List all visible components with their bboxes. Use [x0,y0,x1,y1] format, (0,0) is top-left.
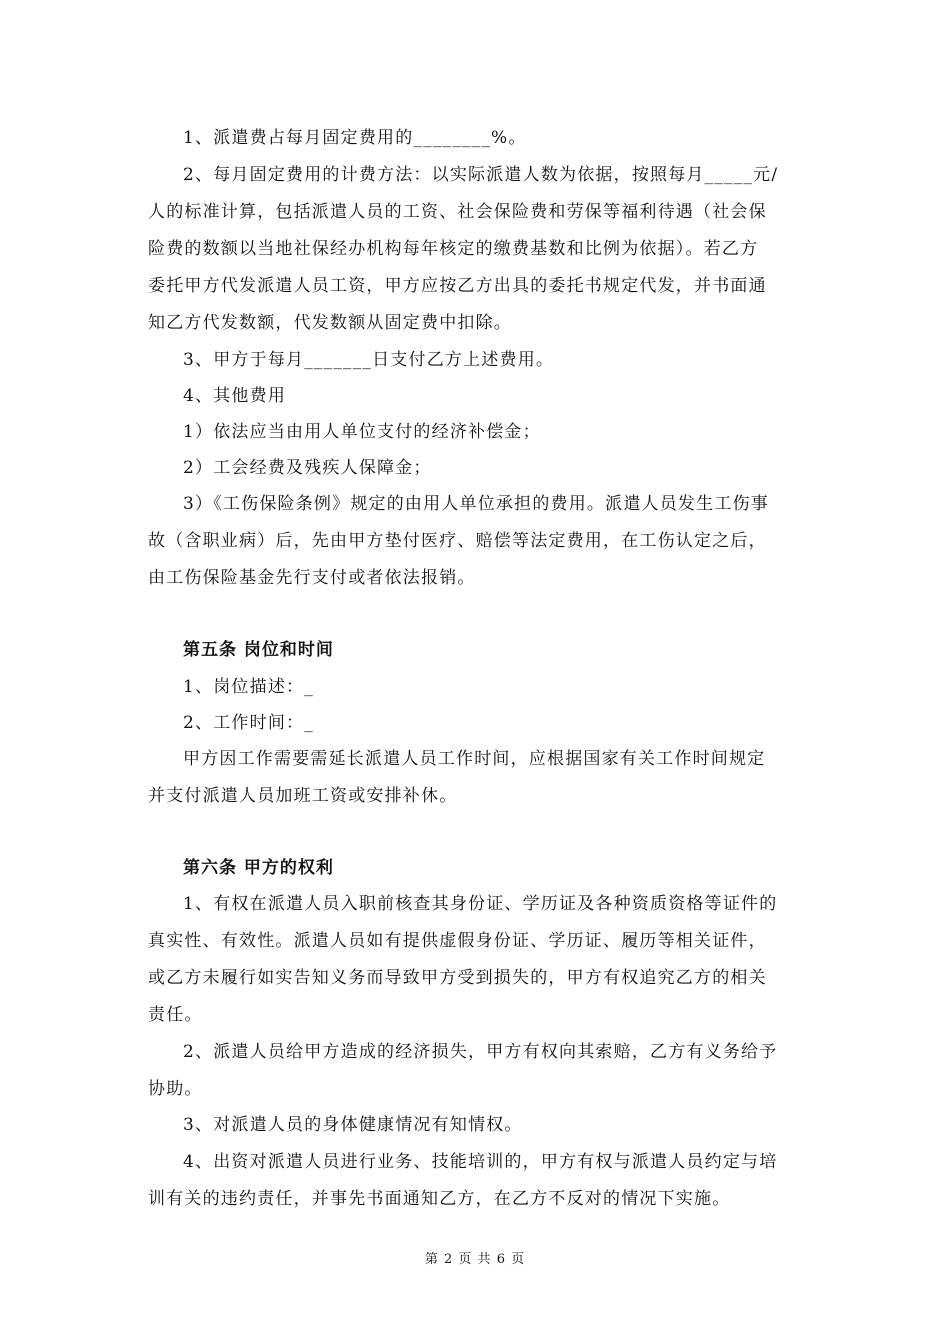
fee-subitem-3-line-1: 3）《工伤保险条例》规定的由用人单位承担的费用。派遣人员发生工伤事 [183,494,769,514]
fee-subitem-1: 1）依法应当由用人单位支付的经济补偿金； [183,422,541,442]
right-item-1-line-1: 1、有权在派遣人员入职前核查其身份证、学历证及各种资质资格等证件的 [183,894,778,914]
right-item-2-line-1: 2、派遣人员给甲方造成的经济损失，甲方有权向其索赔，乙方有义务给予 [183,1042,778,1062]
fee-item-2-line-5: 知乙方代发数额，代发数额从固定费中扣除。 [148,313,512,333]
page-number: 第 2 页 共 6 页 [424,1252,526,1267]
right-item-1-line-3: 或乙方未履行如实告知义务而导致甲方受到损失的，甲方有权追究乙方的相关 [148,968,767,988]
working-hours: 2、工作时间：_ [183,713,314,733]
fee-item-3: 3、甲方于每月_______日支付乙方上述费用。 [183,350,555,370]
right-item-3: 3、对派遣人员的身体健康情况有知情权。 [183,1115,523,1135]
fee-item-1: 1、派遣费占每月固定费用的________%。 [183,128,527,148]
overtime-para-line-2: 并支付派遣人员加班工资或安排补休。 [148,786,458,806]
post-description: 1、岗位描述：_ [183,677,314,697]
fee-subitem-3-line-2: 故（含职业病）后，先由甲方垫付医疗、赔偿等法定费用，在工伤认定之后， [148,531,767,551]
fee-item-2-line-2: 人的标准计算，包括派遣人员的工资、社会保险费和劳保等福利待遇（社会保 [148,202,767,222]
fee-item-2-line-4: 委托甲方代发派遣人员工资，甲方应按乙方出具的委托书规定代发，并书面通 [148,276,767,296]
fee-subitem-3-line-3: 由工伤保险基金先行支付或者依法报销。 [148,568,476,588]
right-item-4-line-2: 训有关的违约责任，并事先书面通知乙方，在乙方不反对的情况下实施。 [148,1189,731,1209]
fee-item-4: 4、其他费用 [183,386,287,406]
right-item-4-line-1: 4、出资对派遣人员进行业务、技能培训的，甲方有权与派遣人员约定与培 [183,1152,778,1172]
fee-item-2-line-1: 2、每月固定费用的计费方法：以实际派遣人数为依据，按照每月_____元/ [183,165,779,185]
fee-subitem-2: 2）工会经费及残疾人保障金； [183,458,432,478]
section-6-title: 第六条 甲方的权利 [183,858,334,878]
right-item-1-line-4: 责任。 [148,1005,203,1025]
fee-item-2-line-3: 险费的数额以当地社保经办机构每年核定的缴费基数和比例为依据）。若乙方 [148,239,759,259]
section-5-title: 第五条 岗位和时间 [183,640,334,660]
right-item-2-line-2: 协助。 [148,1079,203,1099]
right-item-1-line-2: 真实性、有效性。派遣人员如有提供虚假身份证、学历证、履历等相关证件， [148,931,767,951]
overtime-para-line-1: 甲方因工作需要需延长派遣人员工作时间，应根据国家有关工作时间规定 [183,749,766,769]
